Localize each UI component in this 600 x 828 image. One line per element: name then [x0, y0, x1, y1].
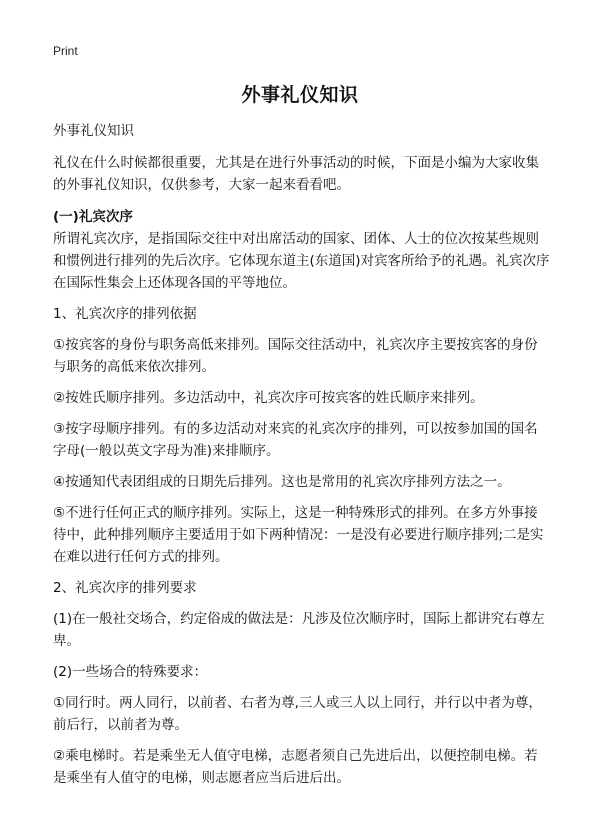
page-title: 外事礼仪知识 [241, 84, 359, 106]
list-item: ③按字母顺序排列。有的多边活动对来宾的礼宾次序的排列，可以按参加国的国名字母(一般以英文字母为准)来排顺序。 [53, 421, 538, 459]
subsection-paragraph: (1)在一般社交场合，约定俗成的做法是：凡涉及位次顺序时，国际上都讲究右尊左卑。 [53, 611, 545, 649]
list-item: ①按宾客的身份与职务高低来排列。国际交往活动中，礼宾次序主要按宾客的身份与职务的高低来依次排列。 [53, 337, 538, 375]
subsection-heading: 2、礼宾次序的排列要求 [53, 580, 197, 596]
subsection-heading: 1、礼宾次序的排列依据 [53, 306, 197, 322]
list-item: ②按姓氏顺序排列。多边活动中，礼宾次序可按宾客的姓氏顺序来排列。 [53, 390, 484, 406]
subsection-paragraph: (2)一些场合的特殊要求： [53, 664, 208, 680]
list-item: ①同行时。两人同行，以前者、右者为尊,三人或三人以上同行，并行以中者为尊，前后行，以前者为尊。 [53, 695, 542, 733]
list-item: ④按通知代表团组成的日期先后排列。这也是常用的礼宾次序排列方法之一。 [53, 474, 511, 490]
list-item: ⑤不进行任何正式的顺序排列。实际上，这是一种特殊形式的排列。在多方外事接待中，此种排列顺序主要适用于如下两种情况：一是没有必要进行顺序排列;二是实在难以进行任何方式的排列。 [53, 505, 544, 565]
section-heading: (一)礼宾次序 [53, 209, 133, 225]
print-link[interactable]: Print [53, 44, 78, 58]
article-subtitle: 外事礼仪知识 [53, 123, 134, 139]
intro-paragraph: 礼仪在什么时候都很重要，尤其是在进行外事活动的时候，下面是小编为大家收集的外事礼仪知识，仅供参考，大家一起来看看吧。 [53, 155, 539, 193]
section-paragraph: 所谓礼宾次序，是指国际交往中对出席活动的国家、团体、人士的位次按某些规则和惯例进行排列的先后次序。它体现东道主(东道国)对宾客所给予的礼遇。礼宾次序在国际性集会上还体现各国的平等地位。 [53, 231, 550, 291]
list-item: ②乘电梯时。若是乘坐无人值守电梯，志愿者须自己先进后出，以便控制电梯。若是乘坐有人值守的电梯，则志愿者应当后进后出。 [53, 748, 538, 786]
article-body [53, 120, 551, 798]
